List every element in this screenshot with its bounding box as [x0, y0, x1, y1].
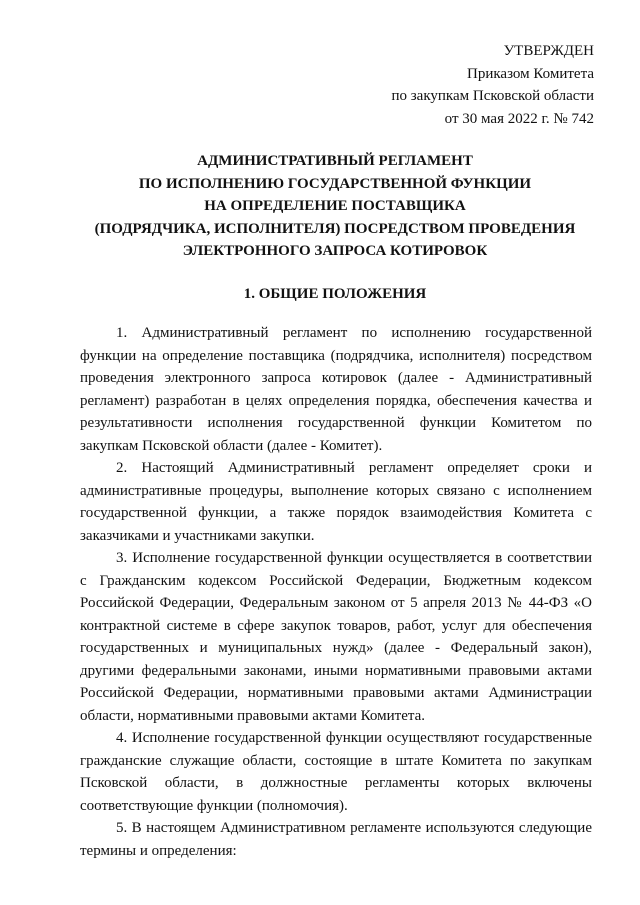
approval-line-approved: УТВЕРЖДЕН: [503, 43, 594, 59]
title-line-4: (ПОДРЯДЧИКА, ИСПОЛНИТЕЛЯ) ПОСРЕДСТВОМ ПРОВЕДЕНИЯ: [94, 220, 576, 237]
approval-line-committee: по закупкам Псковской области: [391, 88, 594, 104]
paragraph-1: 1. Административный регламент по исполнению государственной функции на определение поставщика (подрядчика, исполнителя) посредством проведения электронного запроса котировок (далее - Административный регламент) разработан в целях определения порядка, обеспечения качества и результативности исполнения государственной функции Комитетом по закупкам Псковской области (далее - Комитет).: [80, 325, 592, 454]
title-line-5: ЭЛЕКТРОННОГО ЗАПРОСА КОТИРОВОК: [182, 243, 488, 259]
title-line-2: ПО ИСПОЛНЕНИЮ ГОСУДАРСТВЕННОЙ ФУНКЦИИ: [138, 175, 532, 192]
approval-line-date: от 30 мая 2022 г. № 742: [444, 110, 594, 127]
approval-line-order: Приказом Комитета: [467, 65, 594, 82]
paragraph-4: 4. Исполнение государственной функции осуществляют государственные гражданские служащие области, состоящие в штате Комитета по закупкам Псковской области, в должностные регламенты которых включены соответствующие функции (полномочия).: [80, 730, 592, 814]
paragraph-3: 3. Исполнение государственной функции осуществляется в соответствии с Гражданским кодексом Российской Федерации, Бюджетным кодексом Российской Федерации, Федеральным законом от 5 апреля 2013 № 44-ФЗ «О контрактной системе в сфере закупок товаров, работ, услуг для обеспечения государственных и муниципальных нужд» (далее - Федеральный закон), другими федеральными законами, иными нормативными правовыми актами Российской Федерации, нормативными правовыми актами Администрации области, нормативными правовыми актами Комитета.: [80, 550, 592, 724]
document-body: [80, 322, 592, 862]
title-line-1: АДМИНИСТРАТИВНЫЙ РЕГЛАМЕНТ: [197, 153, 473, 169]
paragraph-2: 2. Настоящий Административный регламент определяет сроки и административные процедуры, выполнение которых связано с исполнением государственной функции, а также порядок взаимодействия Комитета с заказчиками и участниками закупки.: [80, 460, 592, 544]
title-line-3: НА ОПРЕДЕЛЕНИЕ ПОСТАВЩИКА: [204, 198, 466, 214]
approval-stamp: [391, 40, 594, 130]
document-title: [70, 150, 600, 263]
paragraph-5: 5. В настоящем Административном регламенте используются следующие термины и определения:: [80, 820, 592, 859]
section-heading: 1. ОБЩИЕ ПОЛОЖЕНИЯ: [243, 286, 427, 302]
